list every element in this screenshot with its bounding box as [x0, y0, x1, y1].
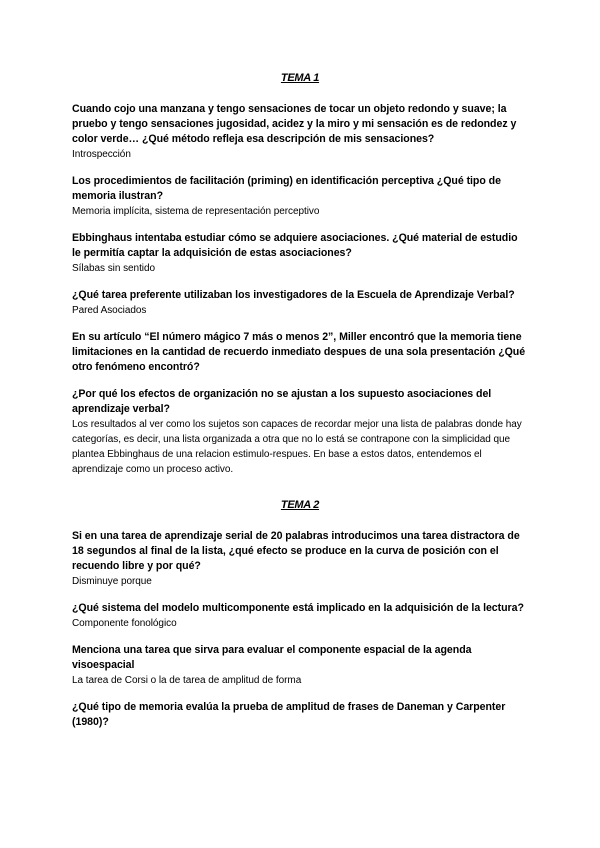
- answer: Introspección: [72, 149, 131, 160]
- question: Menciona una tarea que sirva para evaluar el componente espacial de la agenda visoespacial: [72, 644, 472, 671]
- question: ¿Qué tipo de memoria evalúa la prueba de amplitud de frases de Daneman y Carpenter (1980)?: [72, 701, 506, 728]
- question: Si en una tarea de aprendizaje serial de 20 palabras introducimos una tarea distractora de 18 segundos al final de la lista, ¿qué efecto se produce en la curva de posición con el recuendo libre y por qué?: [72, 530, 520, 572]
- qa-item: [72, 288, 528, 318]
- question: Cuando cojo una manzana y tengo sensaciones de tocar un objeto redondo y suave; la pruebo y tengo sensaciones jugosidad, acidez y la miro y mi sensación es de redondez y color verde… ¿Qué método refleja esa descripción de mis sensaciones?: [72, 103, 517, 145]
- answer: Sílabas sin sentido: [72, 263, 155, 274]
- qa-item: [72, 529, 528, 589]
- answer: Pared Asociados: [72, 305, 147, 316]
- answer: La tarea de Corsi o la de tarea de amplitud de forma: [72, 675, 302, 686]
- answer: Componente fonológico: [72, 618, 177, 629]
- answer: Memoria implícita, sistema de representación perceptivo: [72, 206, 320, 217]
- section-title-tema-1: TEMA 1: [280, 72, 320, 84]
- qa-item: [72, 231, 528, 276]
- qa-item: [72, 643, 528, 688]
- qa-item: [72, 330, 528, 375]
- section-title-tema-2: TEMA 2: [280, 499, 320, 511]
- question: Los procedimientos de facilitación (priming) en identificación perceptiva ¿Qué tipo de memoria ilustran?: [72, 175, 501, 202]
- question: ¿Qué tarea preferente utilizaban los investigadores de la Escuela de Aprendizaje Verbal?: [72, 289, 515, 301]
- question: En su artículo “El número mágico 7 más o menos 2”, Miller encontró que la memoria tiene limitaciones en la cantidad de recuerdo inmediato despues de una sola presentación ¿Qué otro fenómeno encontró?: [72, 331, 526, 373]
- qa-item: [72, 174, 528, 219]
- qa-item: [72, 601, 528, 631]
- answer: Disminuye porque: [72, 576, 152, 587]
- qa-item: [72, 387, 528, 477]
- qa-item: [72, 700, 528, 730]
- answer: Los resultados al ver como los sujetos son capaces de recordar mejor una lista de palabras donde hay categorías, es decir, una lista organizada a otra que no lo está se contrapone con la simplicidad que plantea Ebbinghaus de una relacion estimulo-respues. En base a estos datos, entendemos el aprendizaje como un proceso activo.: [72, 419, 522, 475]
- qa-item: [72, 102, 528, 162]
- question: Ebbinghaus intentaba estudiar cómo se adquiere asociaciones. ¿Qué material de estudio le permitía captar la adquisición de estas asociaciones?: [72, 232, 518, 259]
- question: ¿Qué sistema del modelo multicomponente está implicado en la adquisición de la lectura?: [72, 602, 524, 614]
- question: ¿Por qué los efectos de organización no se ajustan a los supuesto asociaciones del aprendizaje verbal?: [72, 388, 492, 415]
